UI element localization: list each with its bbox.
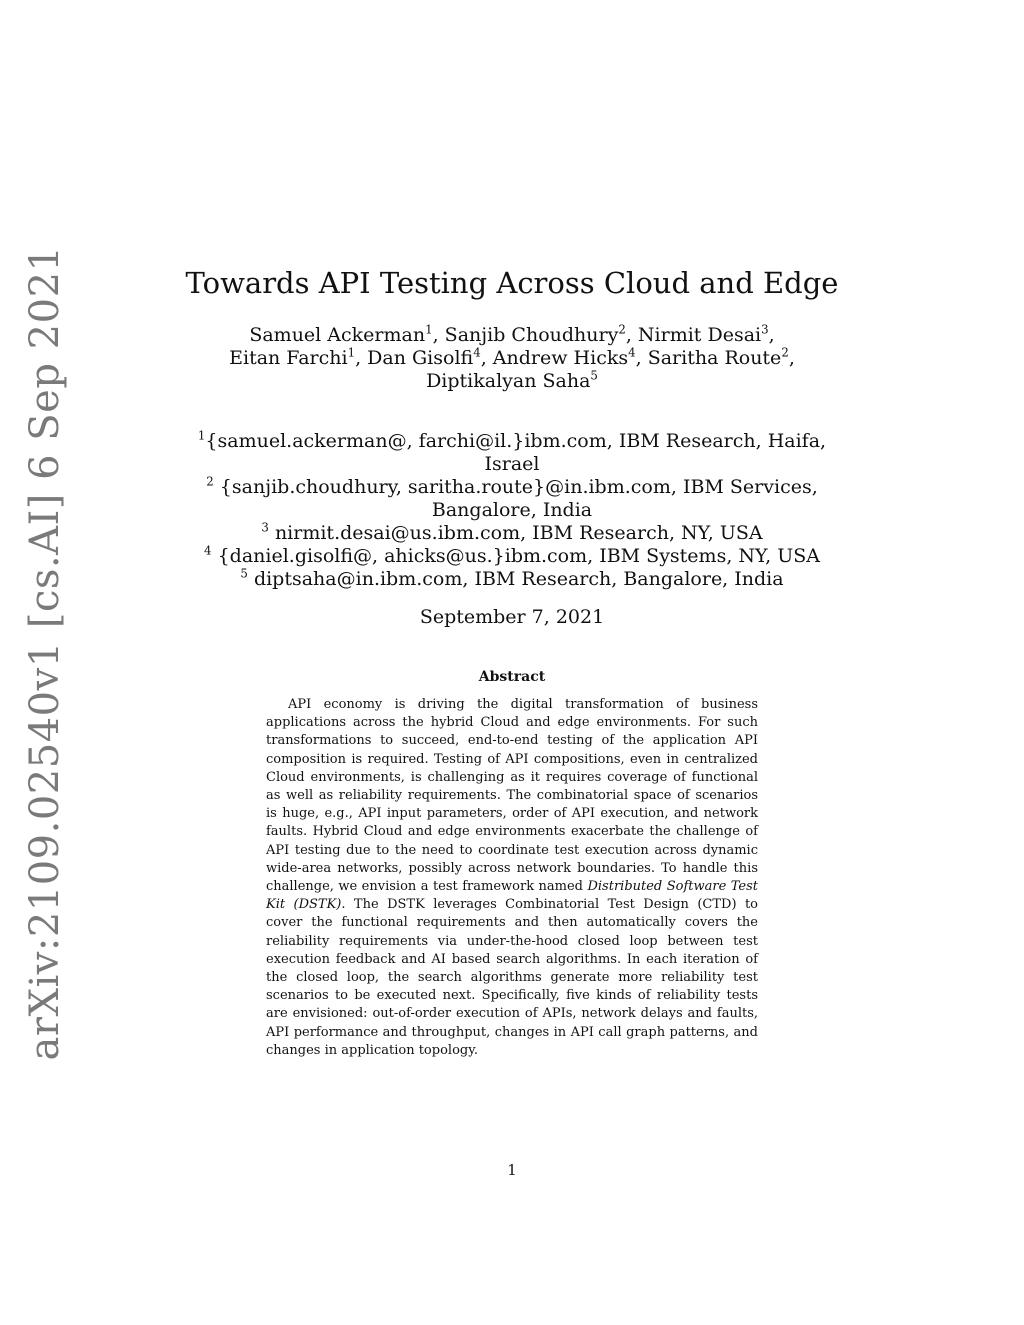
- affiliation-line: [0, 522, 1024, 545]
- affiliation-line: [0, 568, 1024, 591]
- author-affil-mark: 4: [473, 345, 481, 360]
- author-separator: ,: [480, 347, 493, 369]
- affiliation-text: diptsaha@in.ibm.com, IBM Research, Bangalore, India: [247, 568, 784, 590]
- affiliation-mark: 3: [261, 520, 269, 535]
- author-name: Saritha Route: [647, 347, 782, 369]
- author-affil-mark: 4: [628, 345, 636, 360]
- paper-title: Towards API Testing Across Cloud and Edge: [185, 266, 839, 300]
- author-affil-mark: 2: [618, 322, 626, 337]
- author-list: [0, 324, 1024, 393]
- affiliation-line: [0, 476, 1024, 499]
- author-separator: ,: [635, 347, 648, 369]
- author-separator: ,: [625, 324, 638, 346]
- arxiv-identifier: arXiv:2109.02540v1 [cs.AI] 6 Sep 2021: [22, 245, 68, 1061]
- author-separator: ,: [432, 324, 445, 346]
- author-affil-mark: 1: [425, 322, 433, 337]
- affiliation-mark: 1: [197, 428, 206, 443]
- author-affil-mark: 2: [781, 345, 789, 360]
- author-affil-mark: 5: [590, 368, 598, 383]
- abstract-text-after: . The DSTK leverages Combinatorial Test Design (CTD) to cover the functional requirements and then automatically covers the reliability requirements via under-the-hood closed loop between test execution feedback and AI based search algorithms. In each iteration of the closed loop, the search algorithms generate more reliability test scenarios to be executed next. Specifically, five kinds of reliability tests are envisioned: out-of-order execution of APIs, network delays and faults, API performance and throughput, changes in API call graph patterns, and changes in application topology.: [266, 897, 758, 1058]
- affiliation-text: {sanjib.choudhury, saritha.route}@in.ibm.com, IBM Services,: [213, 476, 818, 498]
- author-affil-mark: 3: [761, 322, 769, 337]
- affiliation-text: {samuel.ackerman@, farchi@il.}ibm.com, IBM Research, Haifa,: [205, 430, 827, 452]
- abstract-emphasis: Distributed Software Test Kit (DSTK): [266, 879, 758, 913]
- affiliation-line: Bangalore, India: [431, 499, 593, 521]
- author-name: Samuel Ackerman: [249, 324, 426, 346]
- author-name: Dan Gisolfi: [367, 347, 474, 369]
- author-name: Diptikalyan Saha: [426, 370, 591, 392]
- author-line: [0, 347, 1024, 370]
- author-affil-mark: 1: [347, 345, 356, 360]
- affiliation-text: nirmit.desai@us.ibm.com, IBM Research, NY, USA: [268, 522, 763, 544]
- author-separator: ,: [788, 347, 795, 369]
- abstract-paragraph: [266, 696, 758, 1060]
- affiliation-line: Israel: [484, 453, 540, 475]
- affiliation-list: [0, 430, 1024, 591]
- affiliation-mark: 4: [204, 543, 212, 558]
- publication-date: September 7, 2021: [419, 606, 605, 628]
- author-name: Andrew Hicks: [492, 347, 629, 369]
- affiliation-text: {daniel.gisolfi@, ahicks@us.}ibm.com, IBM Systems, NY, USA: [211, 545, 820, 567]
- affiliation-line: [0, 430, 1024, 453]
- affiliation-line: [0, 545, 1024, 568]
- abstract-body: [266, 696, 758, 1060]
- author-separator: ,: [355, 347, 368, 369]
- author-name: Eitan Farchi: [229, 347, 348, 369]
- affiliation-mark: 5: [240, 566, 248, 581]
- abstract-text-before: API economy is driving the digital transformation of business applications across the hybrid Cloud and edge environments. For such transformations to succeed, end-to-end testing of the application API composition is required. Testing of API compositions, even in centralized Cloud environments, is challenging as it requires coverage of functional as well as reliability requirements. The combinatorial space of scenarios is huge, e.g., API input parameters, order of API execution, and network faults. Hybrid Cloud and edge environments exacerbate the challenge of API testing due to the need to coordinate test execution across dynamic wide-area networks, possibly across network boundaries. To handle this challenge, we envision a test framework named: [266, 697, 758, 895]
- page-number: 1: [507, 1161, 517, 1179]
- author-separator: ,: [768, 324, 775, 346]
- author-line: [0, 324, 1024, 347]
- affiliation-mark: 2: [206, 474, 214, 489]
- author-name: Sanjib Choudhury: [444, 324, 619, 346]
- abstract-heading: Abstract: [478, 669, 546, 685]
- author-line: [0, 370, 1024, 393]
- author-name: Nirmit Desai: [637, 324, 762, 346]
